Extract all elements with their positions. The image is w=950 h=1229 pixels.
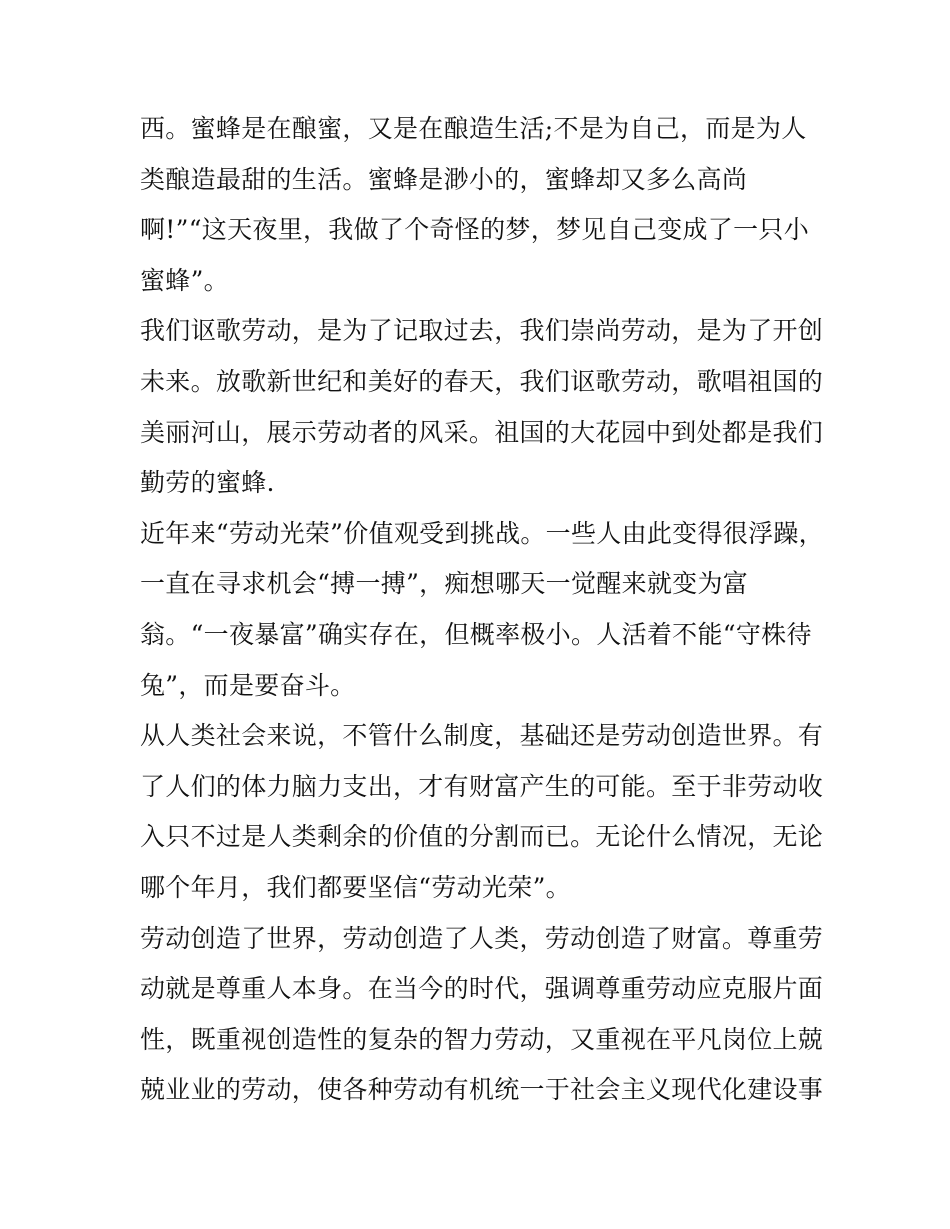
text-line: 翁。“一夜暴富”确实存在，但概率极小。人活着不能“守株待 — [140, 619, 812, 649]
text-line: 近年来“劳动光荣”价值观受到挑战。一些人由此变得很浮躁， — [140, 518, 824, 548]
text-line: 一直在寻求机会“搏一搏”，痴想哪天一觉醒来就变为富 — [140, 569, 749, 599]
text-line: 类酿造最甜的生活。蜜蜂是渺小的，蜜蜂却又多么高尚 — [140, 164, 748, 194]
text-line: 西。蜜蜂是在酿蜜，又是在酿造生活;不是为自己，而是为人 — [140, 114, 807, 143]
text-line: 了人们的体力脑力支出，才有财富产生的可能。至于非劳动收 — [140, 771, 824, 801]
body-text — [140, 104, 824, 1116]
text-line: 美丽河山，展示劳动者的风采。祖国的大花园中到处都是我们 — [140, 417, 824, 447]
text-line: 哪个年月，我们都要坚信“劳动光荣”。 — [140, 872, 571, 902]
text-line: 勤劳的蜜蜂. — [140, 468, 275, 498]
text-line: 从人类社会来说，不管什么制度，基础还是劳动创造世界。有 — [140, 721, 824, 751]
text-line: 蜜蜂”。 — [140, 265, 229, 295]
text-line: 兔”，而是要奋斗。 — [140, 670, 356, 700]
text-line: 性，既重视创造性的复杂的智力劳动，又重视在平凡岗位上兢 — [140, 1024, 824, 1054]
text-line: 啊!”“这天夜里，我做了个奇怪的梦，梦见自己变成了一只小 — [140, 215, 810, 245]
text-line: 兢业业的劳动，使各种劳动有机统一于社会主义现代化建设事 — [140, 1075, 824, 1105]
text-line: 动就是尊重人本身。在当今的时代，强调尊重劳动应克服片面 — [140, 974, 824, 1004]
text-line: 未来。放歌新世纪和美好的春天，我们讴歌劳动，歌唱祖国的 — [140, 366, 824, 396]
text-line: 我们讴歌劳动，是为了记取过去，我们崇尚劳动，是为了开创 — [140, 316, 824, 346]
text-line: 劳动创造了世界，劳动创造了人类，劳动创造了财富。尊重劳 — [140, 923, 824, 953]
text-line: 入只不过是人类剩余的价值的分割而已。无论什么情况，无论 — [140, 822, 824, 852]
